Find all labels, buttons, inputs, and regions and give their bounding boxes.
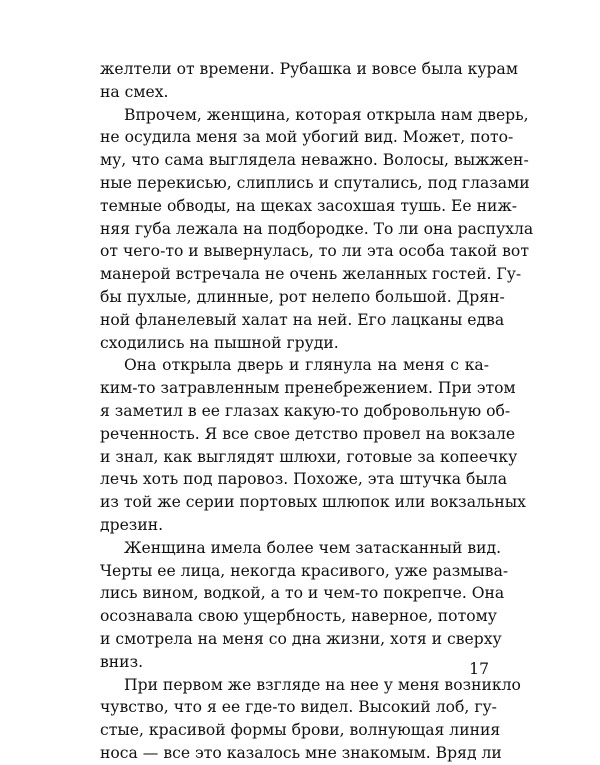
text-line: не осудила меня за мой убогий вид. Может, пото- (100, 128, 514, 147)
text-line: я заметил в ее глазах какую-то добровольную об- (100, 401, 511, 420)
text-line: лись вином, водкой, а то и чем-то покрепче. Она (100, 584, 505, 603)
text-line: ные перекисью, слиплись и спутались, под глазами (100, 173, 530, 192)
text-line: и смотрела на меня со дна жизни, хотя и сверху (100, 629, 502, 648)
text-line: чувство, что я ее где-то видел. Высокий лоб, гу- (100, 698, 497, 717)
text-line: ной фланелевый халат на ней. Его лацканы едва (100, 310, 505, 329)
text-line: Женщина имела более чем затасканный вид. (124, 538, 502, 557)
text-line: сходились на пышной груди. (100, 333, 339, 352)
text-line: желтели от времени. Рубашка и вовсе была курам (100, 60, 518, 78)
text-line: Она открыла дверь и глянула на меня с ка- (124, 356, 489, 375)
page-number: 17 (469, 660, 489, 678)
text-line: на смех. (100, 82, 169, 101)
text-line: осознавала свою ущербность, наверное, потому (100, 607, 497, 626)
text-line: темные обводы, на щеках засохшая тушь. Ее ниж- (100, 196, 517, 215)
text-line: и знал, как выглядят шлюхи, готовые за копеечку (100, 447, 518, 466)
text-line: манерой встречала не очень желанных гостей. Гу- (100, 265, 522, 284)
text-line: реченность. Я все свое детство провел на вокзале (100, 424, 516, 443)
text-line: лечь хоть под паровоз. Похоже, эта штучка была (100, 470, 508, 489)
text-line: вниз. (100, 652, 144, 671)
text-line: ким-то затравленным пренебрежением. При этом (100, 379, 516, 398)
text-line: бы пухлые, длинные, рот нелепо большой. Дрян- (100, 287, 505, 306)
text-line: При первом же взгляде на нее у меня возникло (124, 675, 521, 694)
text-line: из той же серии портовых шлюпок или вокзальных (100, 493, 526, 512)
text-line: му, что сама выглядела неважно. Волосы, выжжен- (100, 151, 529, 170)
text-line: от чего-то и вывернулась, то ли эта особа такой вот (100, 242, 529, 261)
text-line: стые, красивой формы брови, волнующая линия (100, 721, 501, 740)
text-line: Впрочем, женщина, которая открыла нам дверь, (124, 105, 529, 124)
text-line: Черты ее лица, некогда красивого, уже размыва- (100, 561, 509, 580)
text-line: няя губа лежала на подбородке. То ли она распухла (100, 219, 534, 238)
text-line: носа — все это казалось мне знакомым. Вряд ли (100, 743, 502, 762)
body-text (100, 58, 534, 765)
text-line: дрезин. (100, 515, 164, 534)
